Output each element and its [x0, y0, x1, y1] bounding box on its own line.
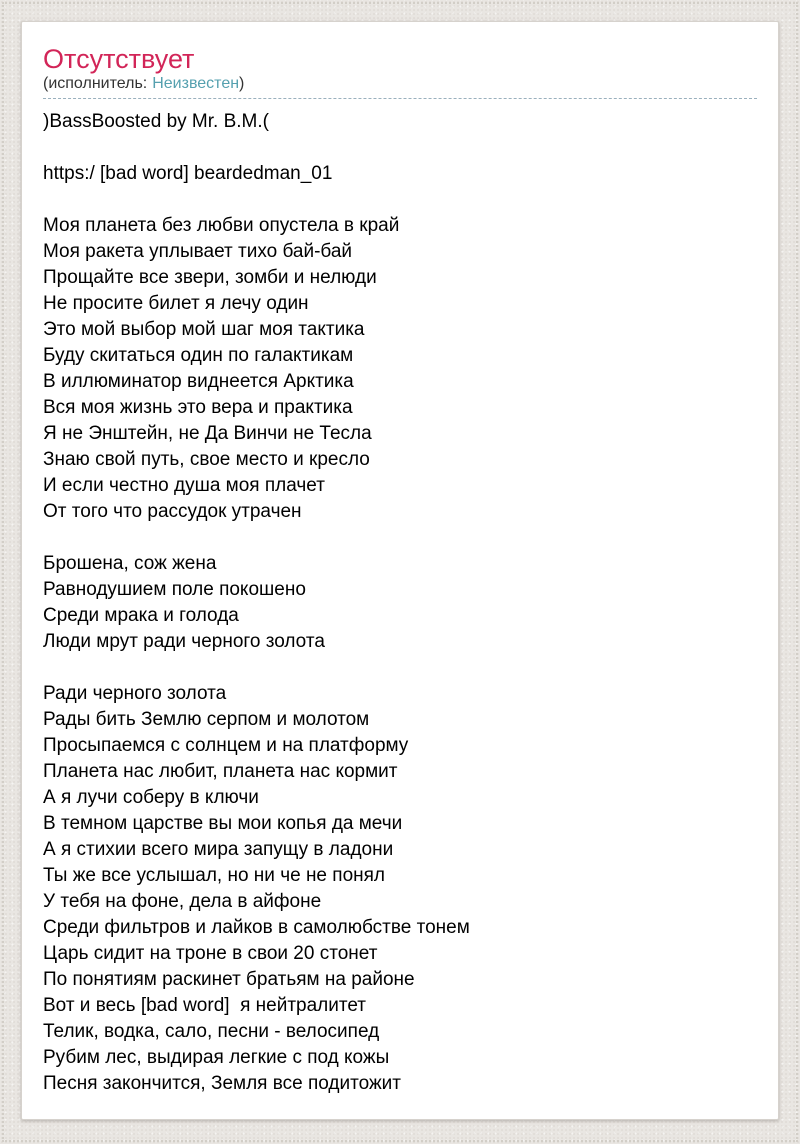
lyric-line: Рады бить Землю серпом и молотом	[43, 709, 370, 730]
lyric-line: Ты же все услышал, но ни че не понял	[43, 865, 385, 886]
lyric-line: Люди мрут ради черного золота	[43, 631, 325, 652]
lyric-line: Брошена, сож жена	[43, 553, 217, 574]
lyric-line: Буду скитаться один по галактикам	[43, 345, 354, 366]
lyric-line: Не просите билет я лечу один	[43, 293, 309, 314]
lyric-line: Моя планета без любви опустела в край	[43, 215, 400, 236]
lyric-line	[43, 655, 757, 681]
lyric-line: Среди мрака и голода	[43, 605, 239, 626]
song-title: Отсутствует	[43, 44, 195, 74]
lyric-line: Я не Энштейн, не Да Винчи не Тесла	[43, 423, 372, 444]
dotted-separator	[43, 98, 757, 99]
lyric-line: По понятиям раскинет братьям на районе	[43, 969, 415, 990]
lyric-line: Ради черного золота	[43, 683, 227, 704]
lyric-line: От того что рассудок утрачен	[43, 501, 302, 522]
lyric-line: )BassBoosted by Mr. B.M.(	[43, 111, 269, 132]
artist-close-paren: )	[239, 75, 245, 92]
lyric-line: Среди фильтров и лайков в самолюбстве тонем	[43, 917, 470, 938]
lyric-line: Телик, водка, сало, песни - велосипед	[43, 1021, 380, 1042]
lyric-line: В иллюминатор виднеется Арктика	[43, 371, 354, 392]
lyrics-card	[21, 21, 779, 1120]
artist-line	[43, 74, 757, 94]
lyric-line: Просыпаемся с солнцем и на платформу	[43, 735, 409, 756]
lyric-line	[43, 525, 757, 551]
lyric-line: Планета нас любит, планета нас кормит	[43, 761, 398, 782]
lyric-line	[43, 187, 757, 213]
lyric-line: Песня закончится, Земля все подитожит	[43, 1073, 401, 1094]
lyric-line: В темном царстве вы мои копья да мечи	[43, 813, 403, 834]
lyric-line: Царь сидит на троне в свои 20 стонет	[43, 943, 378, 964]
lyric-line: Это мой выбор мой шаг моя тактика	[43, 319, 365, 340]
lyric-line: Прощайте все звери, зомби и нелюди	[43, 267, 377, 288]
lyric-line	[43, 135, 757, 161]
lyric-line: Вот и весь [bad word] я нейтралитет	[43, 995, 366, 1016]
lyric-line: А я стихии всего мира запущу в ладони	[43, 839, 394, 860]
lyric-line: Вся моя жизнь это вера и практика	[43, 397, 353, 418]
lyric-line: У тебя на фоне, дела в айфоне	[43, 891, 322, 912]
lyric-line: Рубим лес, выдирая легкие с под кожы	[43, 1047, 390, 1068]
lyric-line: И если честно душа моя плачет	[43, 475, 325, 496]
lyric-line: Знаю свой путь, свое место и кресло	[43, 449, 370, 470]
artist-label: (исполнитель:	[43, 75, 148, 92]
lyric-line: А я лучи соберу в ключи	[43, 787, 259, 808]
lyrics-text	[43, 109, 757, 1097]
lyric-line: https:/ [bad word] beardedman_01	[43, 163, 333, 184]
artist-link[interactable]: Неизвестен	[152, 75, 240, 92]
lyric-line: Моя ракета уплывает тихо бай-бай	[43, 241, 353, 262]
lyric-line: Равнодушием поле покошено	[43, 579, 306, 600]
